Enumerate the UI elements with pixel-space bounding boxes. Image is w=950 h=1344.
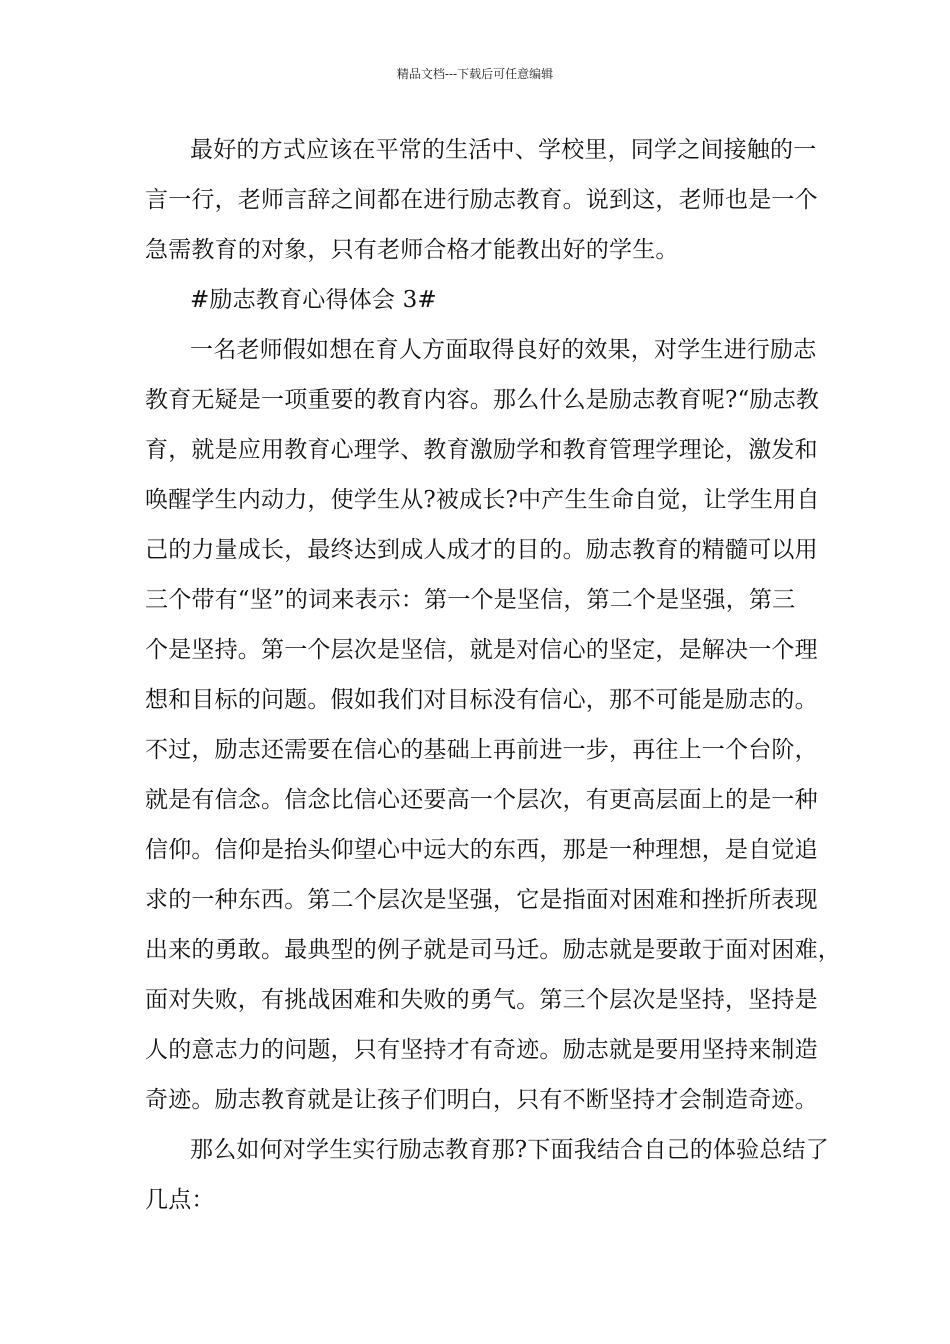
paragraph-line: 一名老师假如想在育人方面取得良好的效果，对学生进行励志 <box>190 337 817 363</box>
paragraph-line: 急需教育的对象，只有老师合格才能教出好的学生。 <box>145 237 679 263</box>
paragraph-line: 唤醒学生内动力，使学生从?被成长?中产生生命自觉，让学生用自 <box>145 487 820 513</box>
paragraph-line: 言一行，老师言辞之间都在进行励志教育。说到这，老师也是一个 <box>145 187 818 213</box>
paragraph-line: 面对失败，有挑战困难和失败的勇气。第三个层次是坚持，坚持是 <box>145 987 818 1013</box>
paragraph-line: 己的力量成长，最终达到成人成才的目的。励志教育的精髓可以用 <box>145 537 818 563</box>
paragraph-line: 那么如何对学生实行励志教育那?下面我结合自己的体验总结了 <box>190 1137 829 1163</box>
paragraph-line: 出来的勇敢。最典型的例子就是司马迁。励志就是要敢于面对困难， <box>145 937 841 963</box>
paragraph-line: 信仰。信仰是抬头仰望心中远大的东西，那是一种理想，是自觉追 <box>145 837 818 863</box>
paragraph-line: 求的一种东西。第二个层次是坚强，它是指面对困难和挫折所表现 <box>145 887 818 913</box>
paragraph-line: 几点： <box>145 1187 215 1213</box>
paragraph-line: 人的意志力的问题，只有坚持才有奇迹。励志就是要用坚持来制造 <box>145 1037 818 1063</box>
paragraph-line: 想和目标的问题。假如我们对目标没有信心，那不可能是励志的。 <box>145 687 818 713</box>
paragraph-line: 育，就是应用教育心理学、教育激励学和教育管理学理论，激发和 <box>145 437 818 463</box>
paragraph-line: 就是有信念。信念比信心还要高一个层次，有更高层面上的是一种 <box>145 787 818 813</box>
paragraph-line: 教育无疑是一项重要的教育内容。那么什么是励志教育呢?“励志教 <box>145 387 820 413</box>
paragraph-line: 个是坚持。第一个层次是坚信，就是对信心的坚定，是解决一个理 <box>145 637 818 663</box>
paragraph-line: 三个带有“坚”的词来表示：第一个是坚信，第二个是坚强，第三 <box>145 587 796 613</box>
section-heading: #励志教育心得体会 3# <box>190 287 437 313</box>
paragraph-line: 最好的方式应该在平常的生活中、学校里，同学之间接触的一 <box>190 137 817 163</box>
paragraph-line: 奇迹。励志教育就是让孩子们明白，只有不断坚持才会制造奇迹。 <box>145 1087 818 1113</box>
page-header: 精品文档---下载后可任意编辑 <box>396 67 554 81</box>
paragraph-line: 不过，励志还需要在信心的基础上再前进一步，再往上一个台阶， <box>145 737 818 763</box>
